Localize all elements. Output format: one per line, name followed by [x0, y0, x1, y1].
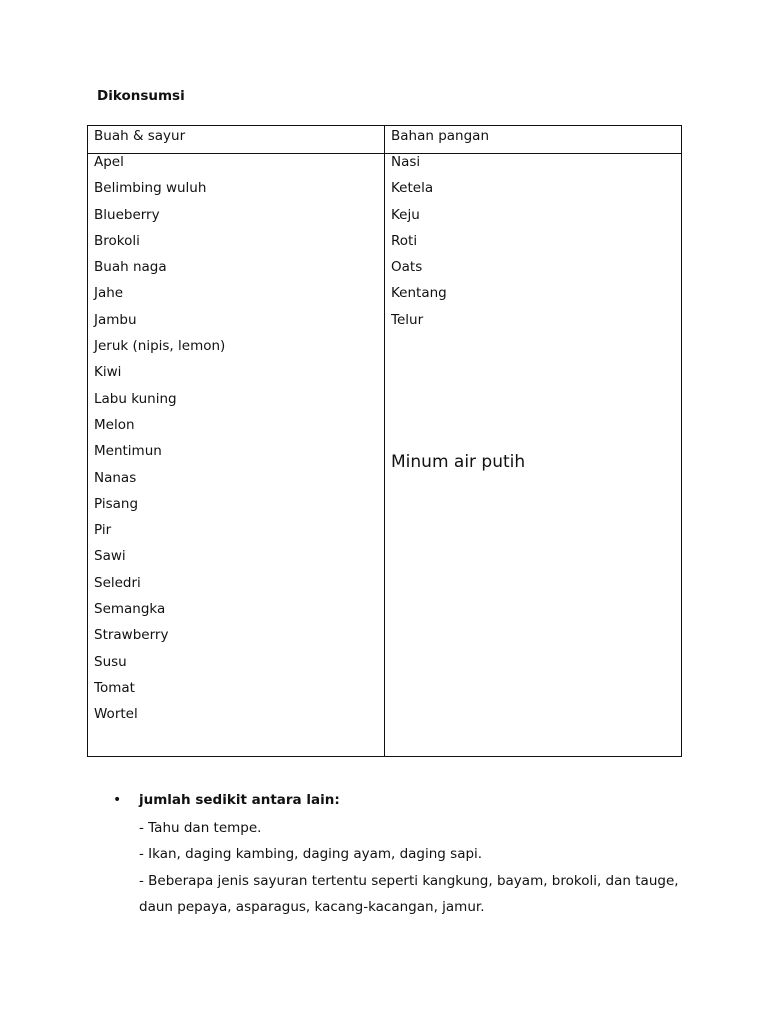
buah-sayur-item: Melon: [94, 416, 135, 433]
buah-sayur-item: Labu kuning: [94, 390, 177, 407]
page-heading: Dikonsumsi: [97, 88, 185, 104]
buah-sayur-item: Strawberry: [94, 627, 169, 644]
bahan-pangan-item: Kentang: [391, 285, 447, 302]
bahan-pangan-item: Telur: [391, 311, 424, 328]
column-divider: [384, 126, 385, 756]
bullet-line: - Beberapa jenis sayuran tertentu seperti kangkung, bayam, brokoli, dan tauge,: [139, 872, 679, 889]
buah-sayur-list: [94, 152, 225, 731]
bahan-pangan-item: Ketela: [391, 180, 434, 197]
buah-sayur-item: Kiwi: [94, 364, 122, 381]
buah-sayur-item: Wortel: [94, 706, 138, 723]
bahan-pangan-item: Nasi: [391, 154, 421, 170]
bullet-icon: •: [113, 792, 122, 808]
bullet-line: - Tahu dan tempe.: [139, 820, 262, 836]
buah-sayur-item: Pisang: [94, 495, 139, 512]
bullet-lines: [139, 815, 679, 920]
buah-sayur-item: Nanas: [94, 469, 137, 486]
bullet-line: - Ikan, daging kambing, daging ayam, daging sapi.: [139, 846, 483, 863]
buah-sayur-item: Mentimun: [94, 443, 162, 460]
buah-sayur-item: Brokoli: [94, 232, 140, 249]
buah-sayur-item: Tomat: [94, 679, 135, 696]
buah-sayur-item: Buah naga: [94, 259, 167, 276]
drink-water-note: Minum air putih: [391, 452, 526, 472]
buah-sayur-item: Apel: [94, 154, 124, 170]
buah-sayur-item: Jahe: [94, 285, 124, 302]
buah-sayur-item: Jeruk (nipis, lemon): [94, 338, 226, 355]
buah-sayur-item: Pir: [94, 522, 112, 539]
bahan-pangan-item: Oats: [391, 259, 423, 276]
bahan-pangan-list: [391, 152, 447, 336]
column-header-bahan-pangan: Bahan pangan: [391, 128, 490, 144]
bullet-title: jumlah sedikit antara lain:: [139, 792, 340, 808]
buah-sayur-item: Susu: [94, 653, 127, 670]
buah-sayur-item: Seledri: [94, 574, 141, 591]
bahan-pangan-item: Roti: [391, 232, 418, 249]
buah-sayur-item: Sawi: [94, 548, 126, 565]
buah-sayur-item: Semangka: [94, 601, 166, 618]
bahan-pangan-item: Keju: [391, 206, 420, 223]
buah-sayur-item: Jambu: [94, 311, 137, 328]
buah-sayur-item: Blueberry: [94, 206, 160, 223]
buah-sayur-item: Belimbing wuluh: [94, 180, 207, 197]
food-table: [87, 125, 682, 757]
column-header-buah-sayur: Buah & sayur: [94, 128, 186, 144]
bullet-line: daun pepaya, asparagus, kacang-kacangan, jamur.: [139, 898, 485, 915]
